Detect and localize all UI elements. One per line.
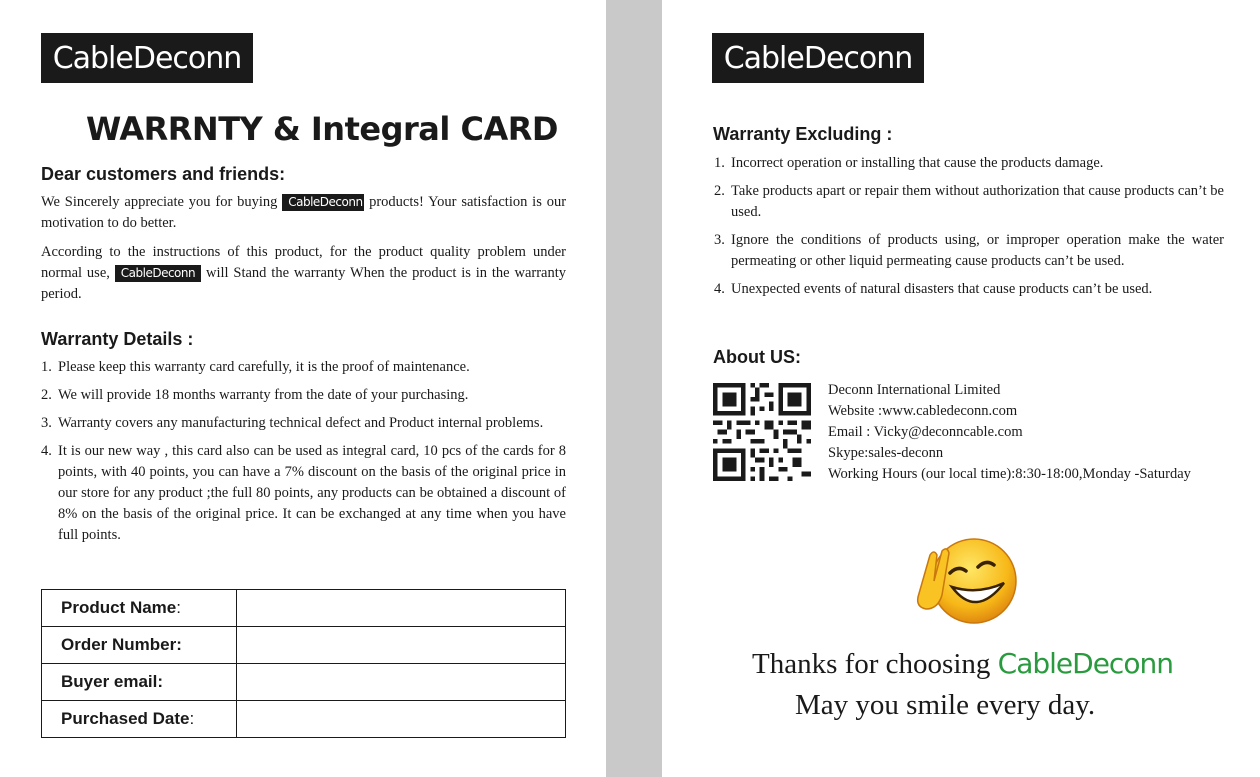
working-hours: Working Hours (our local time):8:30-18:00,Monday -Saturday [828, 466, 1191, 482]
warranty-details-list [41, 357, 566, 553]
qr-code-icon [713, 383, 811, 481]
about-us-heading: About US: [713, 347, 801, 367]
list-item-text: Unexpected events of natural disasters that cause products can’t be used. [731, 281, 1153, 297]
inline-brand-logo [282, 194, 364, 211]
warranty-form-table [41, 589, 566, 738]
intro-2-before: According to the instructions of this product, for the product quality problem under normal use, [41, 244, 566, 281]
buyer-email-field[interactable] [236, 664, 565, 701]
warranty-excluding-list [714, 153, 1224, 307]
product-name-field[interactable] [236, 590, 565, 627]
list-item-number: 1. [714, 155, 725, 171]
list-item-number: 4. [714, 281, 725, 297]
company-name: Deconn International Limited [828, 382, 1001, 398]
list-item-number: 3. [714, 232, 725, 248]
table-row [42, 627, 566, 664]
thanks-line [752, 647, 1173, 681]
list-item [41, 413, 566, 434]
brand-logo [41, 33, 253, 83]
list-item [714, 181, 1224, 223]
page-title: WARRNTY & Integral CARD [86, 110, 558, 148]
form-label-product-name: Product Name: [42, 590, 237, 627]
list-item [41, 385, 566, 406]
inline-brand-logo-text: CableDeconn [288, 195, 363, 210]
brand-logo-text: CableDeconn [52, 40, 242, 76]
table-row [42, 590, 566, 627]
order-number-field[interactable] [236, 627, 565, 664]
intro-1-after: products! Your satisfaction is our motivation to do better. [41, 194, 567, 231]
list-item-number: 2. [41, 387, 52, 403]
intro-1-before: We Sincerely appreciate you for buying [41, 194, 278, 210]
thanks-text: Thanks for choosing [752, 648, 991, 680]
smiley-victory-icon [912, 537, 1020, 629]
list-item-text: Ignore the conditions of products using, or improper operation make the water permeating or other liquid permeating cause products can’t be used. [731, 232, 1224, 269]
greeting-heading: Dear customers and friends: [41, 164, 286, 184]
website-link[interactable]: Website :www.cabledeconn.com [828, 403, 1018, 419]
list-item-text: It is our new way , this card also can be used as integral card, 10 pcs of the cards for 8 points, with 40 points, you can have a 7% discount on the basis of the original price in our store for any product ;the full 80 points, any products can be obtained a discount of 8% on the basis of the original price. It can be exchanged at any time when you have full points. [58, 443, 566, 543]
list-item [41, 357, 566, 378]
list-item [714, 153, 1224, 174]
intro-paragraph-2 [41, 242, 566, 305]
inline-brand-logo [115, 265, 201, 282]
warranty-excluding-heading: Warranty Excluding : [713, 124, 893, 144]
list-item-text: Please keep this warranty card carefully, it is the proof of maintenance. [58, 359, 470, 375]
table-row [42, 664, 566, 701]
smile-line: May you smile every day. [795, 689, 1096, 721]
list-item-number: 4. [41, 443, 52, 459]
form-label-buyer-email: Buyer email: [42, 664, 237, 701]
purchased-date-field[interactable] [236, 701, 565, 738]
brand-logo [712, 33, 924, 83]
list-item-number: 3. [41, 415, 52, 431]
list-item-text: We will provide 18 months warranty from the date of your purchasing. [58, 387, 469, 403]
page-gutter [606, 0, 662, 777]
list-item-text: Warranty covers any manufacturing technical defect and Product internal problems. [58, 415, 544, 431]
list-item-text: Incorrect operation or installing that cause the products damage. [731, 155, 1104, 171]
list-item-number: 1. [41, 359, 52, 375]
form-label-purchased-date: Purchased Date: [42, 701, 237, 738]
list-item-number: 2. [714, 183, 725, 199]
form-label-order-number: Order Number: [42, 627, 237, 664]
skype-contact: Skype:sales-deconn [828, 445, 944, 461]
list-item [714, 279, 1224, 300]
inline-brand-logo-text: CableDeconn [120, 266, 196, 281]
list-item-text: Take products apart or repair them without authorization that cause products can’t be used. [731, 183, 1224, 220]
list-item [714, 230, 1224, 272]
list-item [41, 441, 566, 546]
contact-info [828, 380, 1191, 485]
brand-logo-text: CableDeconn [723, 40, 913, 76]
thanks-brand-logo: CableDeconn [997, 647, 1173, 680]
intro-paragraph-1 [41, 192, 566, 234]
email-link[interactable]: Email : Vicky@deconncable.com [828, 424, 1023, 440]
intro-2-after: will Stand the warranty When the product is in the warranty period. [41, 265, 567, 302]
warranty-details-heading: Warranty Details : [41, 329, 194, 349]
table-row [42, 701, 566, 738]
